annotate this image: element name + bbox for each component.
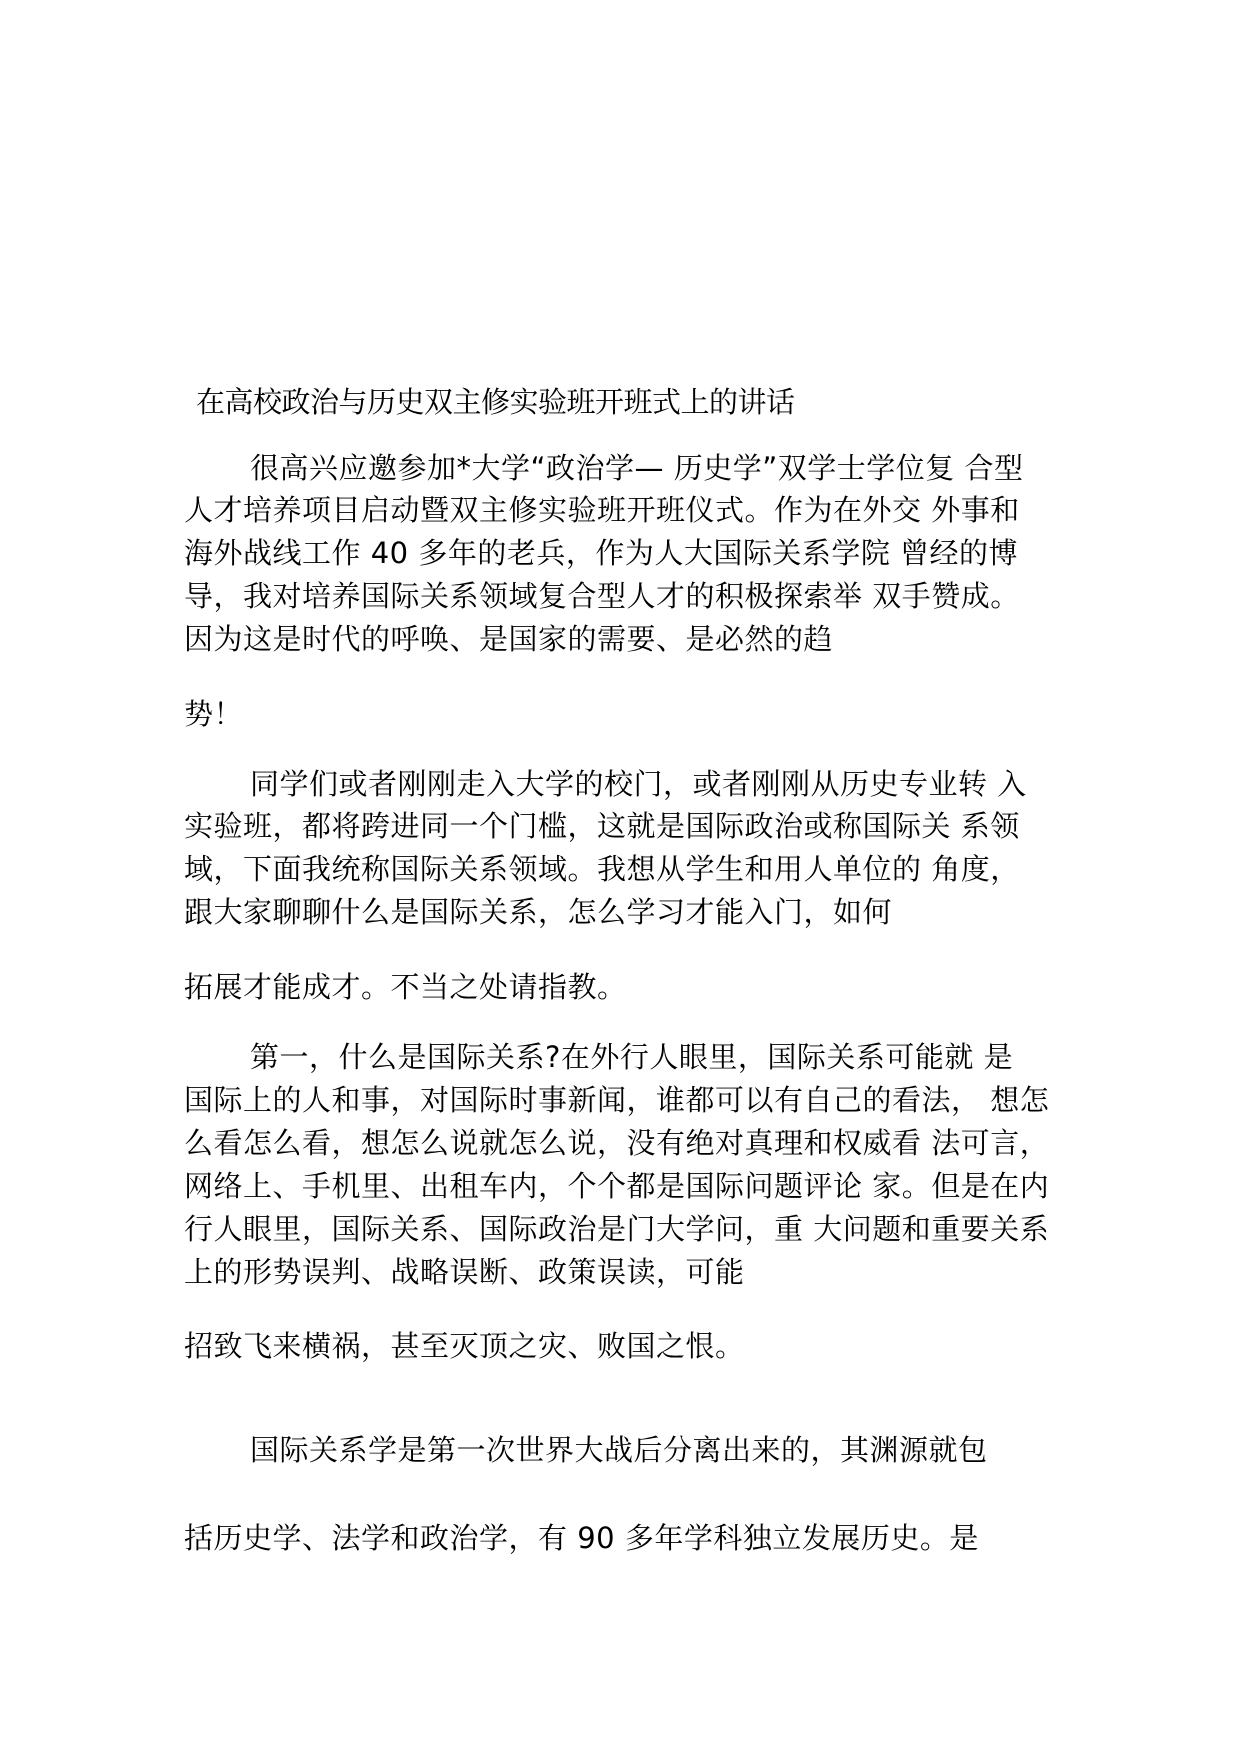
paragraph-1-line-1: 很高兴应邀参加*大学“政治学— 历史学”双学士学位复 合型 [250, 451, 1024, 485]
paragraph-1-line-5: 因为这是时代的呼唤、是国家的需要、是必然的趋 [184, 622, 834, 656]
paragraph-1-line-2: 人才培养项目启动暨双主修实验班开班仪式。作为在外交 外事和 [184, 493, 1020, 527]
paragraph-1-line-4: 导，我对培养国际关系领域复合型人才的积极探索举 双手赞成。 [184, 579, 1020, 613]
document-title: 在高校政治与历史双主修实验班开班式上的讲话 [196, 385, 795, 419]
paragraph-3-line-3: 么看怎么看，想怎么说就怎么说，没有绝对真理和权威看 法可言， [184, 1126, 1050, 1160]
paragraph-4-line-1: 国际关系学是第一次世界大战后分离出来的，其渊源就包 [250, 1433, 988, 1467]
paragraph-2-line-5: 拓展才能成才。不当之处请指教。 [184, 970, 627, 1004]
paragraph-1-line-6: 势！ [184, 697, 244, 731]
paragraph-2-line-1: 同学们或者刚刚走入大学的校门，或者刚刚从历史专业转 入 [250, 767, 1027, 801]
paragraph-3-line-5: 行人眼里，国际关系、国际政治是门大学问，重 大问题和重要关系 [184, 1212, 1050, 1246]
paragraph-3-line-1: 第一，什么是国际关系?在外行人眼里，国际关系可能就 是 [250, 1040, 1014, 1074]
paragraph-1-line-3: 海外战线工作 40 多年的老兵，作为人大国际关系学院 曾经的博 [184, 536, 1019, 570]
paragraph-2-line-3: 域，下面我统称国际关系领域。我想从学生和用人单位的 角度， [184, 852, 1020, 886]
paragraph-2-line-4: 跟大家聊聊什么是国际关系，怎么学习才能入门，如何 [184, 895, 893, 929]
paragraph-3-line-7: 招致飞来横祸，甚至灭顶之灾、败国之恨。 [184, 1329, 745, 1363]
paragraph-3-line-6: 上的形势误判、战略误断、政策误读，可能 [184, 1255, 745, 1289]
paragraph-2-line-2: 实验班，都将跨进同一个门槛，这就是国际政治或称国际关 系领 [184, 809, 1020, 843]
paragraph-3-line-2: 国际上的人和事，对国际时事新闻，谁都可以有自己的看法， 想怎 [184, 1083, 1050, 1117]
paragraph-4-line-2: 括历史学、法学和政治学，有 90 多年学科独立发展历史。是 [184, 1521, 979, 1555]
paragraph-3-line-4: 网络上、手机里、出租车内，个个都是国际问题评论 家。但是在内 [184, 1169, 1050, 1203]
